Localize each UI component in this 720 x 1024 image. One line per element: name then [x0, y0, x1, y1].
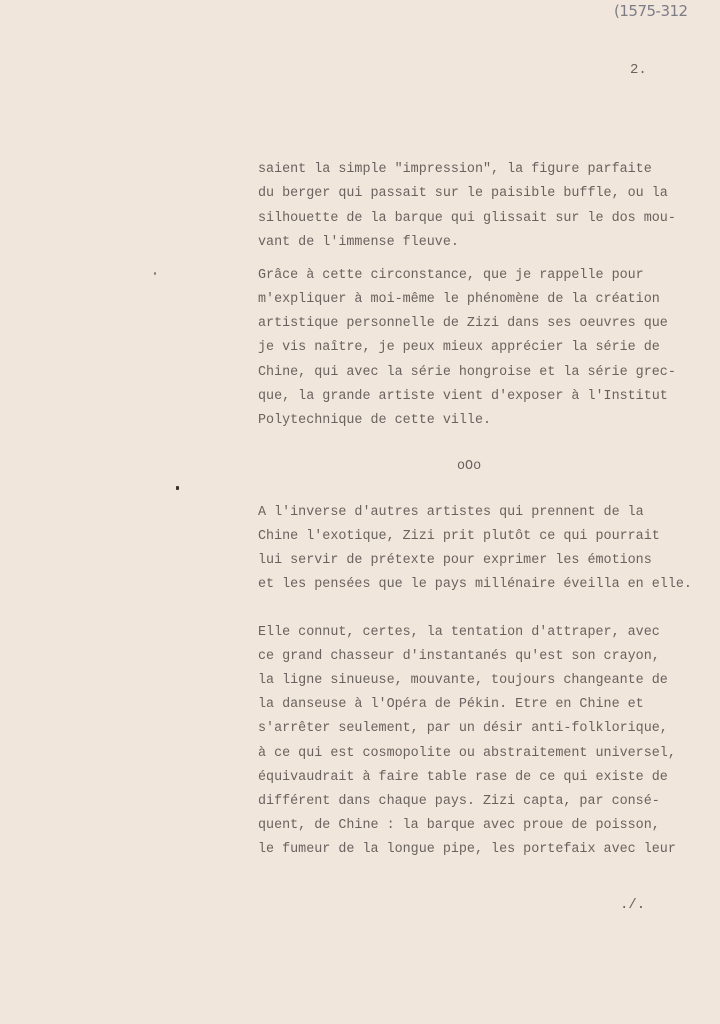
- text-line: que, la grande artiste vient d'exposer à l'Institut: [258, 389, 668, 404]
- text-line: vant de l'immense fleuve.: [258, 235, 459, 250]
- text-line: du berger qui passait sur le paisible buffle, ou la: [258, 186, 668, 201]
- text-line: Polytechnique de cette ville.: [258, 413, 492, 428]
- text-line: lui servir de prétexte pour exprimer les émotions: [258, 553, 652, 568]
- text-line: artistique personnelle de Zizi dans ses oeuvres que: [258, 316, 668, 331]
- text-line: la ligne sinueuse, mouvante, toujours changeante de: [258, 673, 668, 688]
- text-line: à ce qui est cosmopolite ou abstraitement universel,: [258, 746, 676, 761]
- section-separator: oOo: [457, 459, 482, 474]
- text-line: saient la simple "impression", la figure parfaite: [258, 162, 652, 177]
- page-number: 2.: [630, 62, 647, 78]
- text-line: ce grand chasseur d'instantanés qu'est son crayon,: [258, 649, 660, 664]
- text-line: Elle connut, certes, la tentation d'attraper, avec: [258, 625, 660, 640]
- paper-speck: [176, 486, 179, 490]
- text-line: différent dans chaque pays. Zizi capta, par consé-: [258, 794, 660, 809]
- paper-speck: [154, 272, 156, 275]
- text-line: le fumeur de la longue pipe, les portefaix avec leur: [258, 842, 676, 857]
- text-line: s'arrêter seulement, par un désir anti-folklorique,: [258, 721, 668, 736]
- text-line: Grâce à cette circonstance, que je rappelle pour: [258, 268, 644, 283]
- text-line: et les pensées que le pays millénaire éveilla en elle.: [258, 577, 692, 592]
- text-line: la danseuse à l'Opéra de Pékin. Etre en Chine et: [258, 697, 644, 712]
- text-line: A l'inverse d'autres artistes qui prennent de la: [258, 505, 644, 520]
- text-line: équivaudrait à faire table rase de ce qui existe de: [258, 770, 668, 785]
- text-line: Chine l'exotique, Zizi prit plutôt ce qui pourrait: [258, 529, 660, 544]
- text-line: quent, de Chine : la barque avec proue de poisson,: [258, 818, 660, 833]
- text-line: m'expliquer à moi-même le phénomène de la création: [258, 292, 660, 307]
- text-line: Chine, qui avec la série hongroise et la série grec-: [258, 365, 676, 380]
- archive-reference: (1575-312: [614, 2, 688, 20]
- text-line: silhouette de la barque qui glissait sur le dos mou-: [258, 211, 676, 226]
- continuation-mark: ./.: [620, 897, 646, 913]
- text-line: je vis naître, je peux mieux apprécier la série de: [258, 340, 660, 355]
